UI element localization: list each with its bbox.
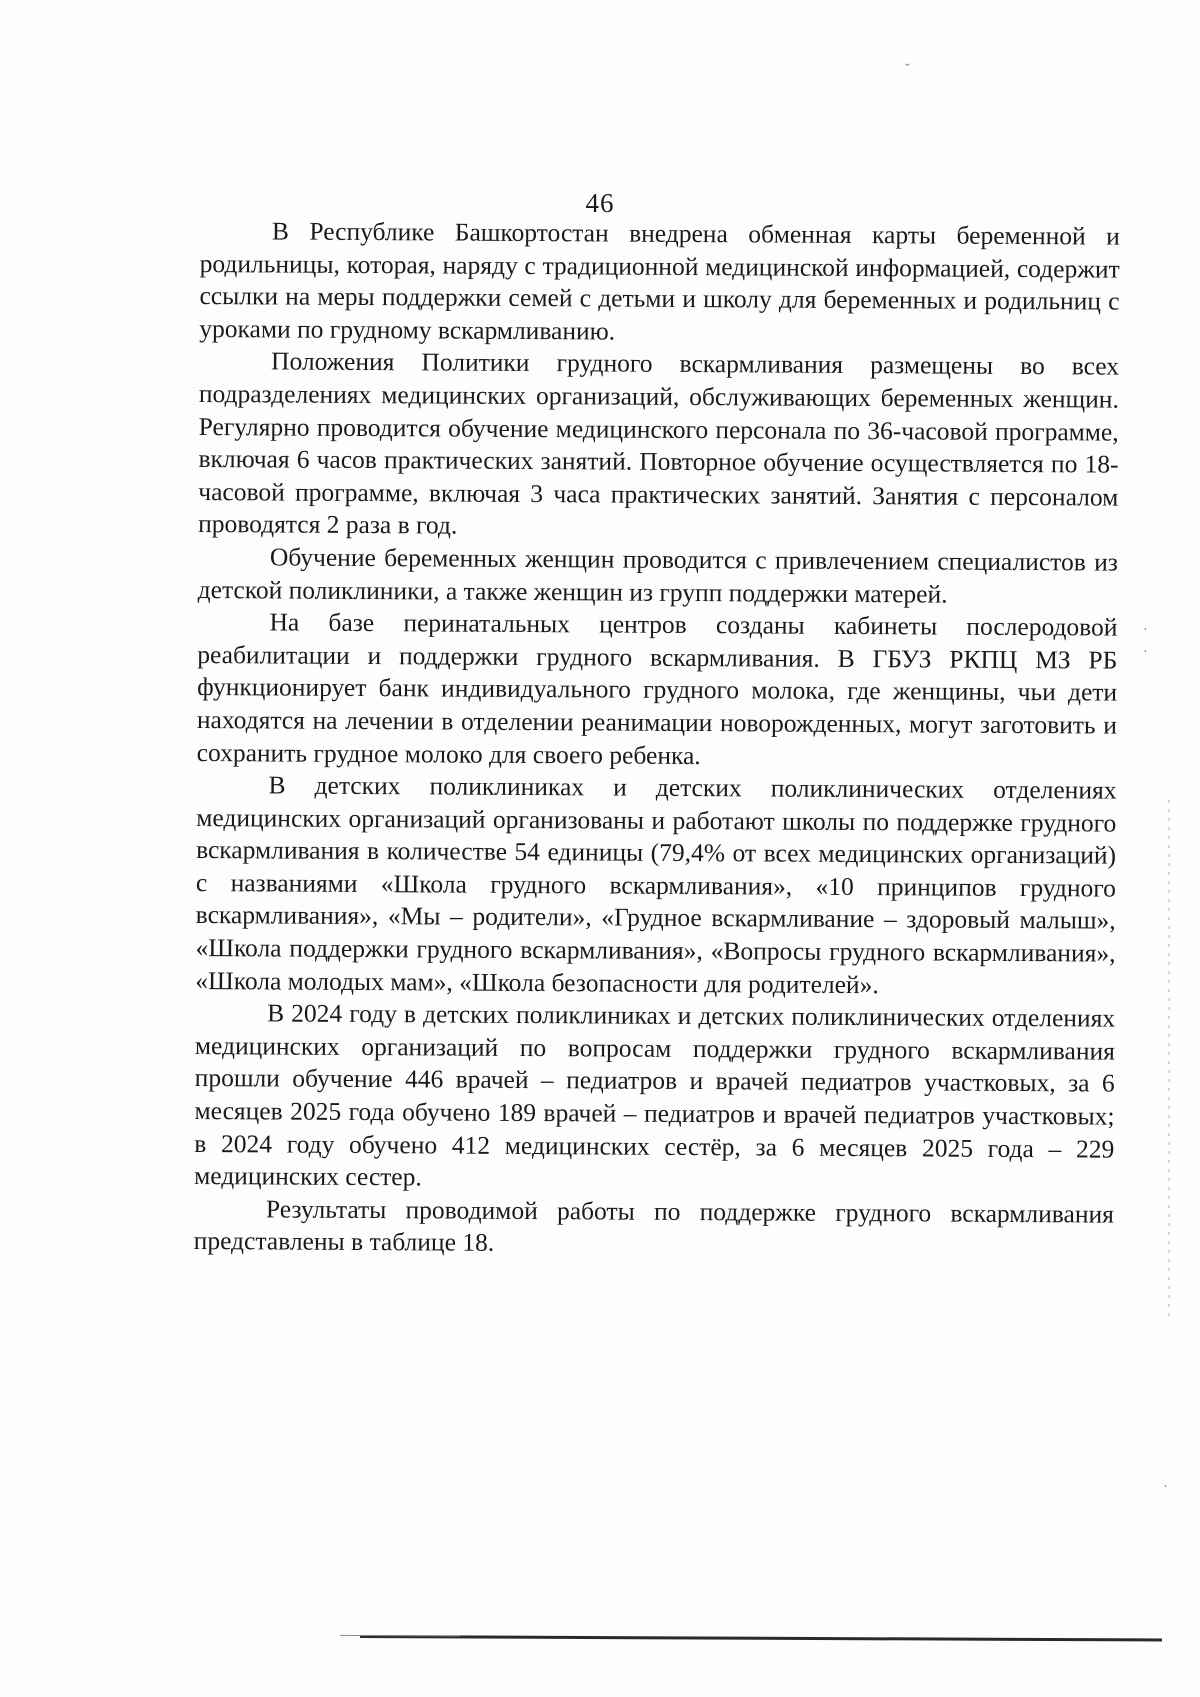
- paragraph-perinatal-centers: На базе перинатальных центров созданы кабинеты послеродовой реабилитации и поддержки грудного вскармливания. В ГБУЗ РКПЦ МЗ РБ функционирует банк индивидуального грудного молока, где женщины, чьи дети находятся на лечении в отделении реанимации новорожденных, могут заготовить и сохранить грудное молоко для своего ребенка.: [196, 607, 1118, 770]
- footer-rule: [360, 1635, 1162, 1641]
- body-text: [194, 215, 1120, 1264]
- paragraph-exchange-card: В Республике Башкортостан внедрена обменная карты беременной и родильницы, которая, наряду с традиционной медицинской информацией, содержит ссылки на меры поддержки семей с детьми и школу для беременных и родильниц с уроками по грудному вскармливанию.: [199, 216, 1120, 346]
- scan-speck: ·: [1163, 1480, 1168, 1495]
- scan-speck: ·: [1143, 645, 1148, 660]
- paragraph-schools: В детских поликлиниках и детских поликлинических отделениях медицинских организаций организованы и работают школы по поддержке грудного вскармливания в количестве 54 единицы (79,4% от всех медицинских организаций) с названиями «Школа грудного вскармливания», «10 принципов грудного вскармливания», «Мы – родители», «Грудное вскармливание – здоровый малыш», «Школа поддержки грудного вскармливания», «Вопросы грудного вскармливания», «Школа молодых мам», «Школа безопасности для родителей».: [195, 770, 1117, 999]
- page-number: 46: [585, 188, 615, 218]
- scan-edge-artifact: [1168, 800, 1170, 1320]
- paragraph-pregnant-education: Обучение беременных женщин проводится с привлечением специалистов из детской поликлиники, а также женщин из групп поддержки матерей.: [197, 542, 1118, 609]
- paragraph-results: Результаты проводимой работы по поддержке грудного вскармливания представлены в таблице 18.: [193, 1194, 1115, 1258]
- scan-speck: ˘: [905, 62, 910, 77]
- scan-speck: ·: [1143, 623, 1148, 638]
- paragraph-training-2024: В 2024 году в детских поликлиниках и детских поликлинических отделениях медицинских организаций по вопросам поддержки грудного вскармливания прошли обучение 446 врачей – педиатров и врачей педиатров участковых, за 6 месяцев 2025 года обучено 189 врачей – педиатров и врачей педиатров участковых; в 2024 году обучено 412 медицинских сестёр, за 6 месяцев 2025 года – 229 медицинских сестер.: [194, 998, 1116, 1192]
- paragraph-policy-training: Положения Политики грудного вскармливания размещены во всех подразделениях медицинских организаций, обслуживающих беременных женщин. Регулярно проводится обучение медицинского персонала по 36-часовой программе, включая 6 часов практических занятий. Повторное обучение осуществляется по 18-часовой программе, включая 3 часа практических занятий. Занятия с персоналом проводятся 2 раза в год.: [198, 346, 1120, 540]
